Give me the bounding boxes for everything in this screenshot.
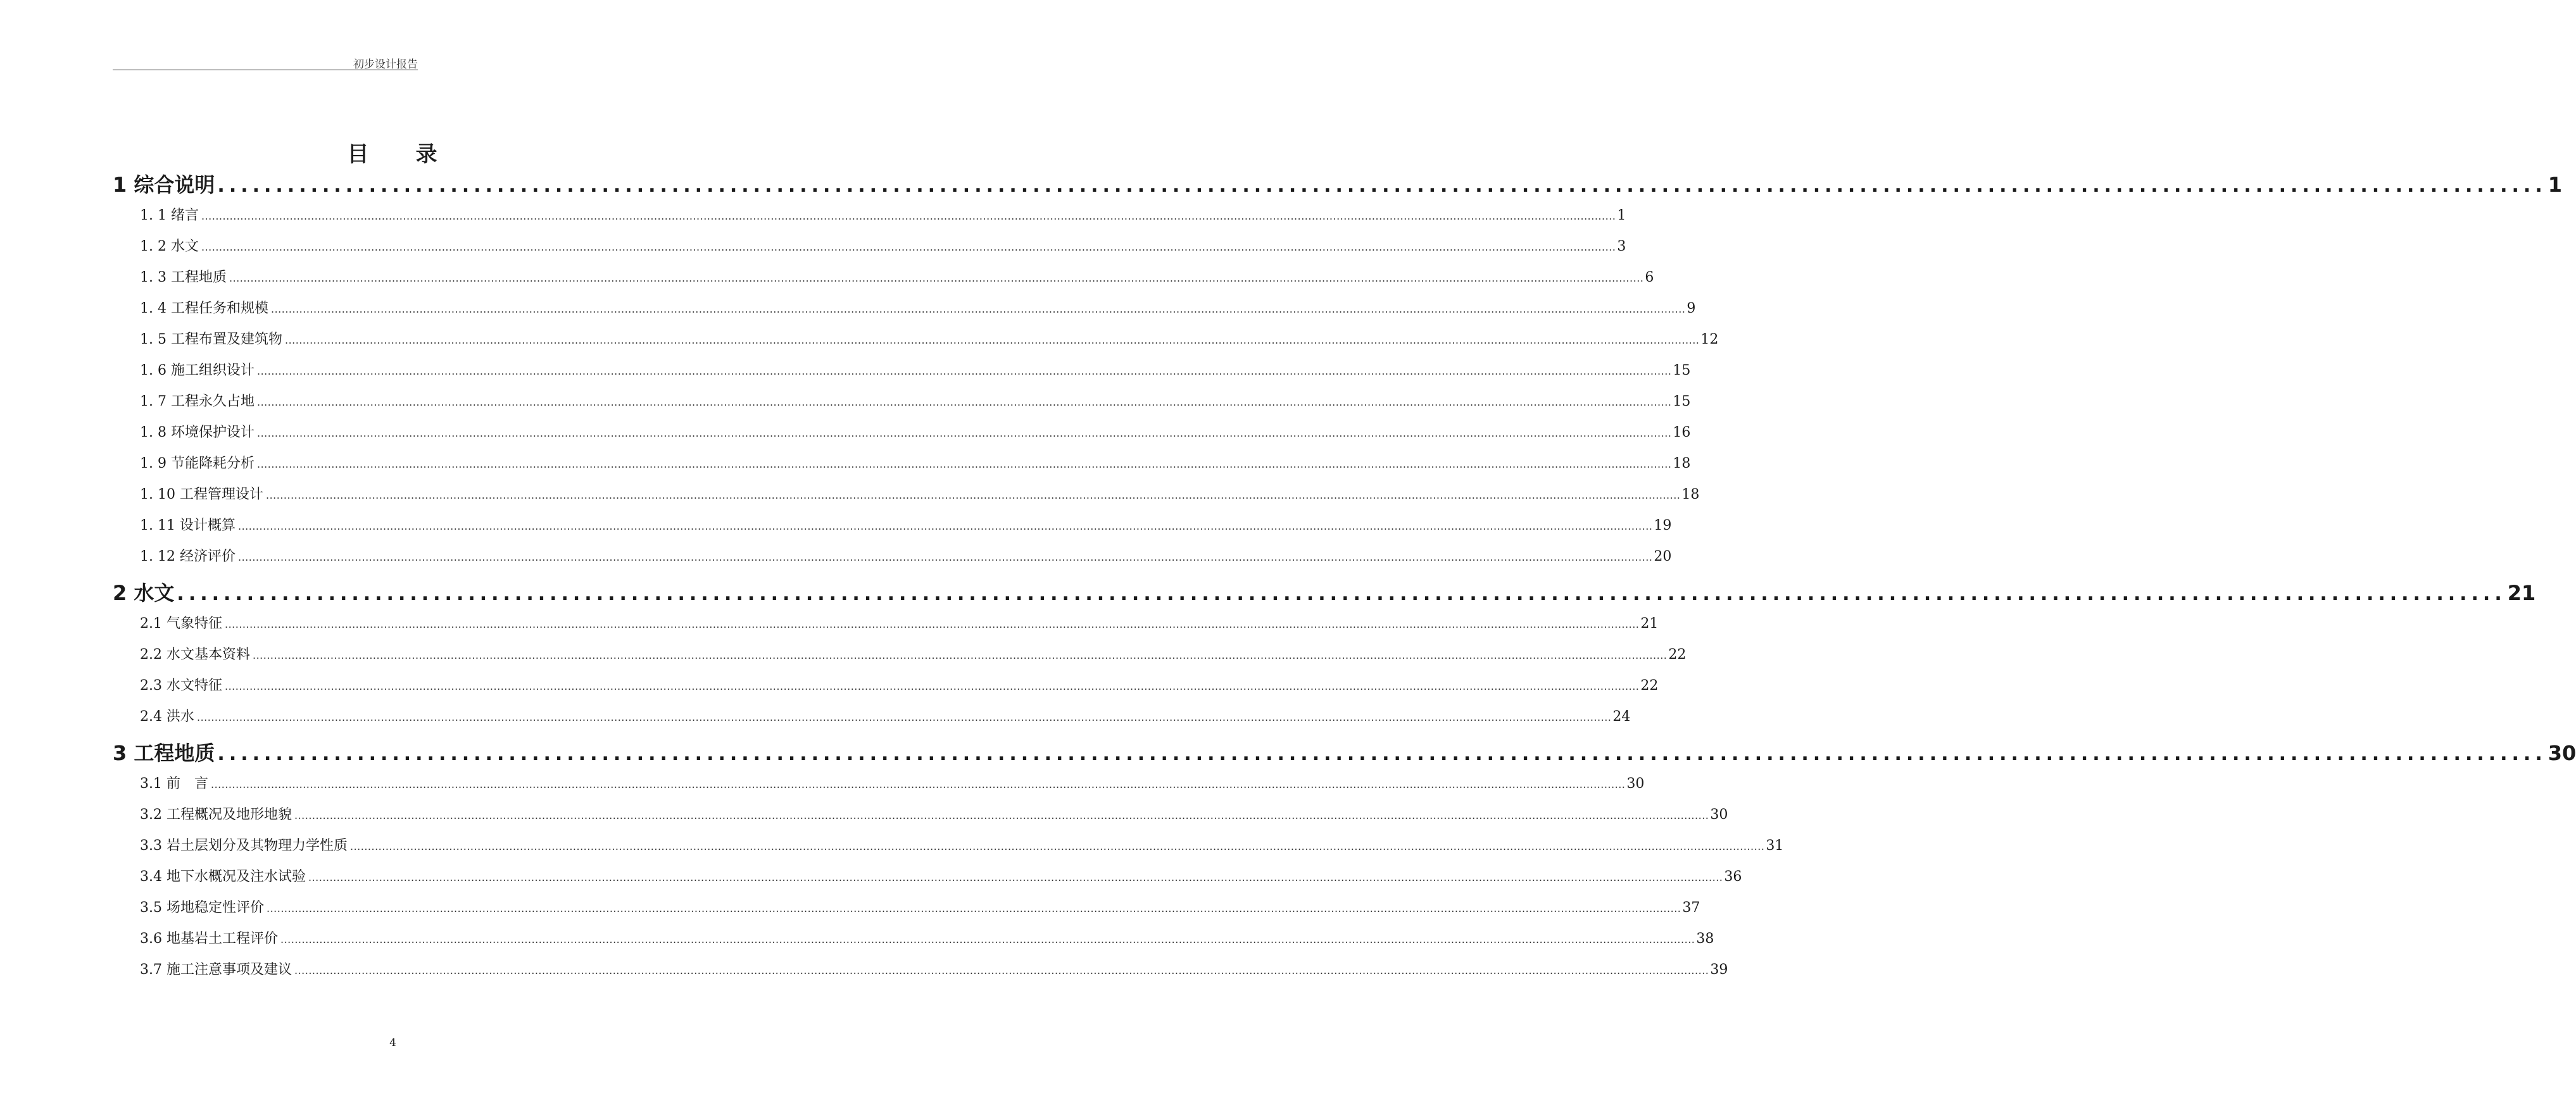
toc-section-page: 30 bbox=[1626, 776, 1645, 792]
toc-section-label: 1. 1 绪言 bbox=[140, 208, 199, 223]
toc-chapter-page: 21 bbox=[2507, 581, 2536, 605]
toc-section-label: 1. 9 节能降耗分析 bbox=[140, 456, 254, 471]
toc-section-page: 22 bbox=[1668, 647, 1687, 663]
toc-section-label: 2.1 气象特征 bbox=[140, 616, 222, 632]
toc-section-entry[interactable] bbox=[113, 670, 1659, 701]
toc-section-entry[interactable] bbox=[113, 608, 1659, 639]
toc-section-page: 31 bbox=[1766, 838, 1784, 854]
toc-leader-dots: ................................................................................................................................................................................................................................................................................................................................................................................................................ bbox=[201, 210, 1616, 222]
toc-section-label: 1. 7 工程永久占地 bbox=[140, 394, 254, 409]
toc-section-entry[interactable] bbox=[113, 510, 1672, 541]
toc-section-page: 9 bbox=[1687, 301, 1696, 316]
toc-section-label: 2.2 水文基本资料 bbox=[140, 647, 250, 663]
toc-section-page: 16 bbox=[1673, 425, 1691, 440]
toc-section-entry[interactable] bbox=[113, 448, 1691, 479]
toc-section-page: 15 bbox=[1673, 394, 1691, 409]
toc-section-entry[interactable] bbox=[113, 768, 1645, 799]
toc-section-page: 24 bbox=[1612, 709, 1631, 725]
toc-leader-dots: ................................................................................................................................................................................................................................................................................................................................................................................................................ bbox=[294, 809, 1709, 821]
page-header-text: 初步设计报告 bbox=[353, 58, 418, 71]
toc-leader-dots: ................................................................................................................................................................................................................................................................................................................................................................................................................ bbox=[256, 365, 1672, 377]
toc-section-label: 1. 4 工程任务和规模 bbox=[140, 301, 268, 316]
chapter-spacer bbox=[113, 572, 673, 578]
toc-section-entry[interactable] bbox=[113, 231, 1626, 262]
toc-section-page: 36 bbox=[1724, 869, 1742, 885]
toc-chapter-label: 1 综合说明 bbox=[113, 173, 215, 197]
toc-leader-dots: ................................................................................................................................................................................................................................................................................................................................................................................................................ bbox=[280, 933, 1695, 945]
page-number: 4 bbox=[389, 1037, 396, 1049]
toc-section-label: 3.6 地基岩土工程评价 bbox=[140, 931, 278, 947]
toc-leader-dots: ................................................................................................................................................................................................................................................................................................................................................................................................................ bbox=[256, 458, 1672, 470]
toc-chapter-entry[interactable] bbox=[113, 170, 2562, 200]
toc-section-page: 39 bbox=[1710, 962, 1728, 978]
toc-leader-dots: ................................................................................................................................................................................................................................................................................................................................................................................................................ bbox=[349, 840, 1765, 852]
table-of-contents bbox=[113, 170, 2576, 985]
toc-section-entry[interactable] bbox=[113, 923, 1714, 954]
toc-section-page: 22 bbox=[1640, 678, 1659, 694]
toc-leader-dots: ................................................................................................................................................................................................................................................................................................................................................................................................................ bbox=[252, 649, 1668, 661]
toc-section-label: 1. 10 工程管理设计 bbox=[140, 487, 263, 502]
toc-section-page: 1 bbox=[1617, 208, 1626, 223]
toc-chapter-label: 2 水文 bbox=[113, 581, 175, 605]
toc-section-entry[interactable] bbox=[113, 639, 1687, 670]
toc-leader-dots: ................................................................................................................................................................................................................................................................................................................................................................................................................ bbox=[270, 303, 1686, 315]
toc-section-page: 6 bbox=[1645, 270, 1654, 285]
toc-section-entry[interactable] bbox=[113, 541, 1672, 572]
toc-chapter-entry[interactable] bbox=[113, 578, 2536, 608]
toc-section-entry[interactable] bbox=[113, 892, 1700, 923]
toc-leader-dots: ........................................................................................................................................................................................................ bbox=[177, 583, 2506, 605]
toc-leader-dots: ................................................................................................................................................................................................................................................................................................................................................................................................................ bbox=[210, 778, 1626, 790]
toc-section-entry[interactable] bbox=[113, 954, 1728, 985]
toc-section-entry[interactable] bbox=[113, 861, 1742, 892]
toc-section-entry[interactable] bbox=[113, 386, 1691, 417]
toc-chapter-entry[interactable] bbox=[113, 738, 2576, 768]
toc-leader-dots: ................................................................................................................................................................................................................................................................................................................................................................................................................ bbox=[308, 871, 1723, 883]
toc-section-label: 2.3 水文特征 bbox=[140, 678, 222, 694]
toc-section-label: 1. 8 环境保护设计 bbox=[140, 425, 254, 440]
toc-section-label: 1. 3 工程地质 bbox=[140, 270, 227, 285]
toc-section-page: 18 bbox=[1681, 487, 1700, 502]
toc-section-page: 21 bbox=[1640, 616, 1659, 632]
toc-section-entry[interactable] bbox=[113, 355, 1691, 386]
toc-leader-dots: ........................................................................................................................................................................................................ bbox=[217, 743, 2547, 765]
toc-leader-dots: ................................................................................................................................................................................................................................................................................................................................................................................................................ bbox=[224, 618, 1640, 630]
toc-section-label: 3.5 场地稳定性评价 bbox=[140, 900, 264, 916]
toc-leader-dots: ................................................................................................................................................................................................................................................................................................................................................................................................................ bbox=[237, 520, 1653, 532]
toc-section-label: 1. 5 工程布置及建筑物 bbox=[140, 332, 282, 347]
toc-section-page: 18 bbox=[1673, 456, 1691, 471]
toc-section-page: 12 bbox=[1700, 332, 1719, 347]
toc-section-label: 2.4 洪水 bbox=[140, 709, 194, 725]
toc-section-label: 1. 11 设计概算 bbox=[140, 518, 236, 533]
toc-section-entry[interactable] bbox=[113, 324, 1719, 355]
toc-section-label: 3.2 工程概况及地形地貌 bbox=[140, 807, 292, 823]
toc-leader-dots: ................................................................................................................................................................................................................................................................................................................................................................................................................ bbox=[237, 551, 1653, 563]
toc-section-page: 38 bbox=[1696, 931, 1714, 947]
toc-chapter-page: 30 bbox=[2548, 741, 2576, 765]
toc-leader-dots: ................................................................................................................................................................................................................................................................................................................................................................................................................ bbox=[265, 489, 1681, 501]
toc-leader-dots: ................................................................................................................................................................................................................................................................................................................................................................................................................ bbox=[196, 711, 1612, 723]
toc-section-label: 1. 2 水文 bbox=[140, 239, 199, 254]
toc-section-page: 37 bbox=[1682, 900, 1700, 916]
toc-section-label: 1. 6 施工组织设计 bbox=[140, 363, 254, 378]
toc-leader-dots: ................................................................................................................................................................................................................................................................................................................................................................................................................ bbox=[224, 680, 1640, 692]
toc-section-page: 19 bbox=[1654, 518, 1672, 533]
toc-chapter-label: 3 工程地质 bbox=[113, 741, 215, 765]
toc-section-entry[interactable] bbox=[113, 799, 1728, 830]
toc-leader-dots: ................................................................................................................................................................................................................................................................................................................................................................................................................ bbox=[201, 241, 1616, 253]
toc-section-entry[interactable] bbox=[113, 262, 1654, 293]
toc-section-label: 3.7 施工注意事项及建议 bbox=[140, 962, 292, 978]
page-header bbox=[113, 53, 418, 70]
toc-section-entry[interactable] bbox=[113, 417, 1691, 448]
toc-chapter-page: 1 bbox=[2548, 173, 2562, 197]
toc-section-label: 1. 12 经济评价 bbox=[140, 549, 236, 564]
toc-leader-dots: ................................................................................................................................................................................................................................................................................................................................................................................................................ bbox=[294, 964, 1709, 976]
toc-section-entry[interactable] bbox=[113, 293, 1696, 324]
toc-section-entry[interactable] bbox=[113, 830, 1784, 861]
toc-leader-dots: ................................................................................................................................................................................................................................................................................................................................................................................................................ bbox=[229, 272, 1644, 284]
toc-section-entry[interactable] bbox=[113, 701, 1631, 732]
toc-section-entry[interactable] bbox=[113, 479, 1700, 510]
toc-leader-dots: ................................................................................................................................................................................................................................................................................................................................................................................................................ bbox=[256, 427, 1672, 439]
toc-section-page: 30 bbox=[1710, 807, 1728, 823]
toc-section-label: 3.1 前 言 bbox=[140, 776, 208, 792]
toc-leader-dots: ................................................................................................................................................................................................................................................................................................................................................................................................................ bbox=[284, 334, 1700, 346]
toc-leader-dots: ................................................................................................................................................................................................................................................................................................................................................................................................................ bbox=[266, 902, 1681, 914]
toc-leader-dots: ........................................................................................................................................................................................................ bbox=[217, 175, 2547, 197]
toc-section-label: 3.3 岩土层划分及其物理力学性质 bbox=[140, 838, 348, 854]
toc-section-page: 15 bbox=[1673, 363, 1691, 378]
chapter-spacer bbox=[113, 732, 673, 738]
toc-section-entry[interactable] bbox=[113, 200, 1626, 231]
toc-section-label: 3.4 地下水概况及注水试验 bbox=[140, 869, 306, 885]
toc-leader-dots: ................................................................................................................................................................................................................................................................................................................................................................................................................ bbox=[256, 396, 1672, 408]
toc-title: 目 录 bbox=[347, 142, 439, 167]
toc-section-page: 20 bbox=[1654, 549, 1672, 564]
toc-section-page: 3 bbox=[1617, 239, 1626, 254]
